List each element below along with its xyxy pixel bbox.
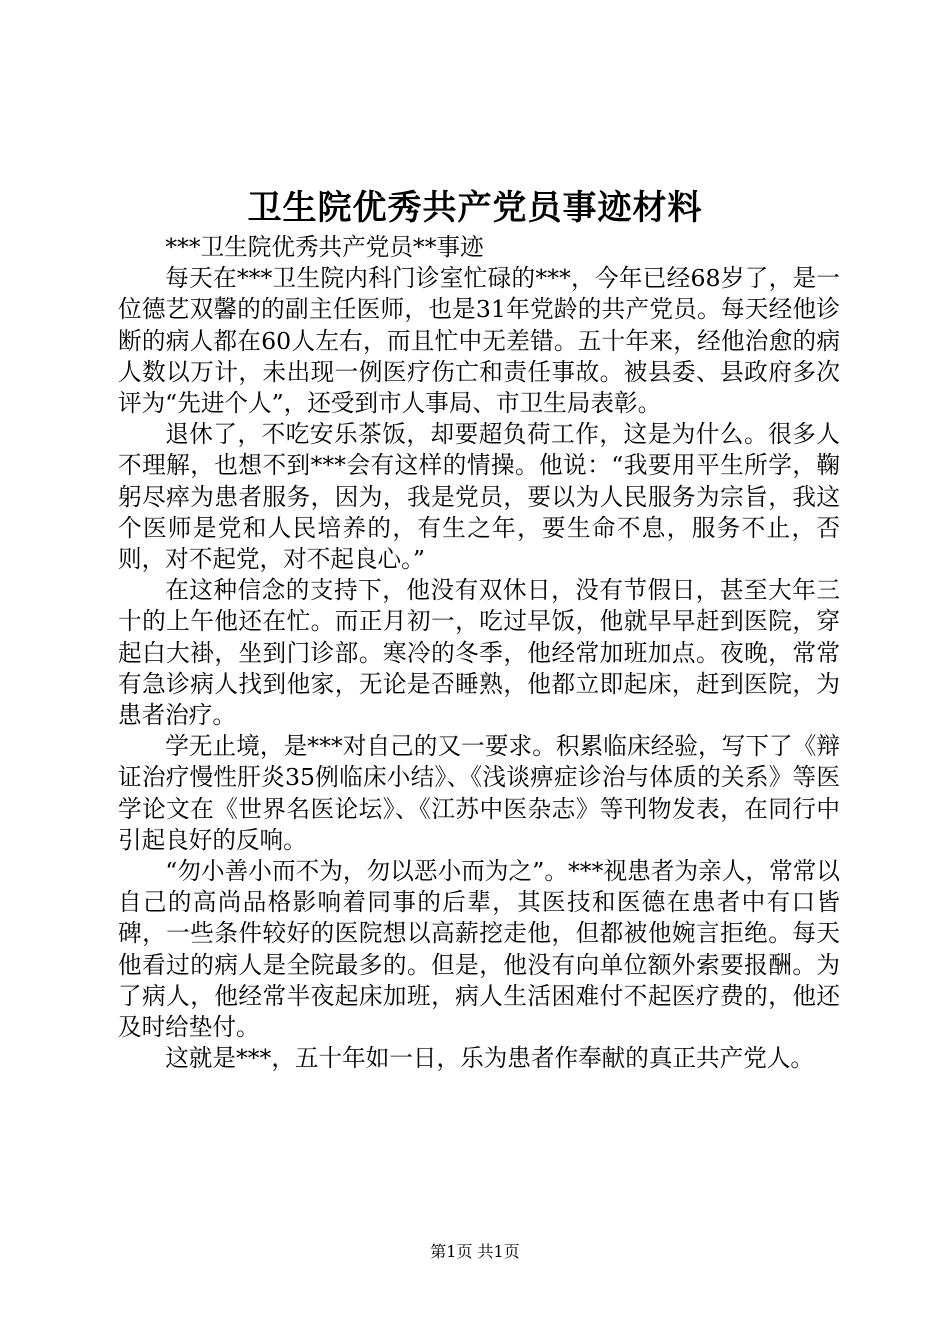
page-footer: 第1页 共1页 (430, 1242, 520, 1261)
paragraph: 在这种信念的支持下，他没有双休日，没有节假日，甚至大年三十的上午他还在忙。而正月初一，吃过早饭，他就早早赶到医院，穿起白大褂，坐到门诊部。寒冷的冬季，他经常加班加点。夜晚，常常有急诊病人找到他家，无论是否睡熟，他都立即起床，赶到医院，为患者治疗。 (118, 576, 840, 730)
document-body (118, 232, 840, 1074)
paragraph: 这就是***，五十年如一日，乐为患者作奉献的真正共产党人。 (165, 1044, 815, 1073)
paragraph-subtitle: ***卫生院优秀共产党员**事迹 (165, 233, 484, 261)
paragraph: 每天在***卫生院内科门诊室忙碌的***，今年已经68岁了，是一位德艺双馨的的副主任医师，也是31年党龄的共产党员。每天经他诊断的病人都在60人左右，而且忙中无差错。五十年来，经他治愈的病人数以万计，未出现一例医疗伤亡和责任事故。被县委、县政府多次评为“先进个人”，还受到市人事局、市卫生局表彰。 (118, 264, 840, 418)
paragraph: “勿小善小而不为，勿以恶小而为之”。***视患者为亲人，常常以自己的高尚品格影响着同事的后辈，其医技和医德在患者中有口皆碑，一些条件较好的医院想以高薪挖走他，但都被他婉言拒绝。每天他看过的病人是全院最多的。但是，他没有向单位额外索要报酬。为了病人，他经常半夜起床加班，病人生活困难付不起医疗费的，他还及时给垫付。 (118, 857, 840, 1042)
paragraph: 学无止境，是***对自己的又一要求。积累临床经验，写下了《辩证治疗慢性肝炎35例临床小结》、《浅谈痹症诊治与体质的关系》等医学论文在《世界名医论坛》、《江苏中医杂志》等刊物发表，在同行中引起良好的反响。 (118, 732, 840, 854)
document-title: 卫生院优秀共产党员事迹材料 (247, 188, 703, 228)
paragraph: 退休了，不吃安乐茶饭，却要超负荷工作，这是为什么。很多人不理解，也想不到***会有这样的情操。他说：“我要用平生所学，鞠躬尽瘁为患者服务，因为，我是党员，要以为人民服务为宗旨，我这个医师是党和人民培养的，有生之年，要生命不息，服务不止，否则，对不起党，对不起良心。” (118, 420, 840, 574)
